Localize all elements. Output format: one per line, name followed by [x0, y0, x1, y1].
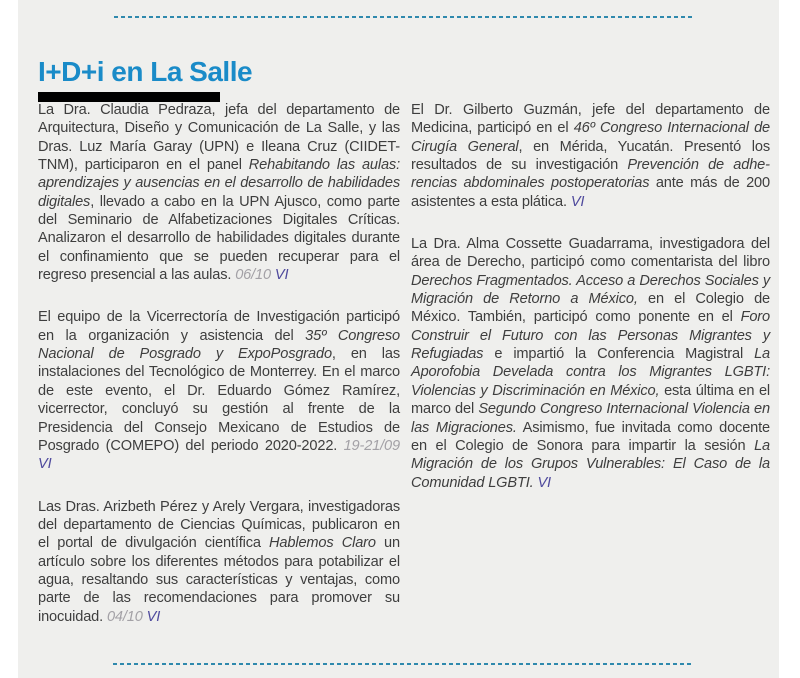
italic-text-run: Rehabitando las aulas: aprendizajes y ausencias en el desarrollo de habilidades digitales [38, 157, 400, 210]
italic-text-run: Foro Construir el Futuro con las Personas Migrantes y Refugiadas [411, 309, 770, 363]
news-paragraph [411, 101, 770, 211]
italic-text-run: Segundo Congreso Internacional Violencia en las Migraciones. [411, 401, 770, 436]
vi-link[interactable]: VI [537, 474, 551, 491]
news-paragraph [411, 235, 770, 492]
text-run: , en Mérida, Yucatán. Presentó los resultados de su investigación [411, 138, 770, 174]
text-run: La Dra. Alma Cossette Guadarrama, investigadora del área de Derecho, participó como comentarista del libro [411, 236, 770, 271]
news-paragraph [38, 498, 400, 626]
text-run: esta última en el marco del [411, 382, 770, 418]
text-run: , en las instalaciones del Tecnológico de Monterrey. En el marco de este evento, el Dr. Eduardo Gómez Ramírez, vicerrector, concluyó su gestión al frente de la Presidencia del Consejo Mexicano de Estudios de Posgrado (COMEPO) del periodo 2020-2022. [38, 346, 400, 454]
text-run: La Dra. Claudia Pedraza, jefa del departamento de Arquitectura, Diseño y Comunicación de La Salle, y las Dras. Luz María Garay (UPN) e Ileana Cruz (CIIDET-TNM), participaron en el panel [38, 102, 400, 174]
text-run: , llevado a cabo en la UPN Ajusco, como parte del Seminario de Alfabetizaciones Digitales Críticas. Analizaron el desarrollo de habilidades digitales durante el confinamiento que se pueden recuperar para el regreso presencial a las aulas. [38, 193, 400, 284]
date-label: 04/10 [106, 608, 147, 625]
vi-link[interactable]: VI [570, 193, 585, 210]
text-run: El equipo de la Vicerrectoría de Investigación participó en la organización y asistencia del [38, 309, 400, 344]
vi-link[interactable]: VI [274, 267, 289, 284]
text-run: e impartió la Conferencia Magistral [483, 346, 755, 363]
italic-text-run: Hablemos Claro [269, 535, 376, 552]
italic-text-run: La Migración de los Grupos Vulnerables: El Caso de la Comunidad LGBTI. [411, 437, 770, 491]
text-run: El Dr. Gilberto Guzmán, jefe del departamento de Medicina, participó en el [411, 102, 770, 137]
text-run: en el Colegio de México. También, participó como ponente en el [411, 291, 771, 326]
vi-link[interactable]: VI [38, 456, 52, 473]
italic-text-run: 35º Congreso Nacional de Posgrado y ExpoPosgrado [38, 327, 400, 363]
date-label: 06/10 [235, 267, 275, 284]
top-dashed-divider [114, 16, 692, 18]
text-run: un artículo sobre los diferentes métodos para potabilizar el agua, resaltando sus características y ventajas, como parte de las recomendaciones para promover su inocuidad. [38, 535, 400, 625]
italic-text-run: Prevención de adherencias abdominales postoperatorias [411, 157, 770, 192]
bottom-dashed-divider [113, 663, 693, 665]
text-run: Las Dras. Arizbeth Pérez y Arely Vergara, investigadoras del departamento de Ciencias Químicas, publicaron en el portal de divulgación científica [38, 498, 400, 552]
column-left [38, 101, 400, 650]
news-paragraph [38, 308, 400, 473]
news-paragraph [38, 101, 400, 284]
text-run: Asimismo, fue invitada como docente en el Colegio de Sonora para impartir la sesión [411, 419, 770, 454]
italic-text-run: 46º Congreso Internacional de Cirugía General [411, 120, 771, 155]
italic-text-run: La Aporofobia Develada contra los Migrantes LGBTI: Violencias y Discriminación en México, [411, 346, 770, 399]
italic-text-run: Derechos Fragmentados. Acceso a Derechos Sociales y Migración de Retorno a México, [411, 272, 770, 308]
column-right [411, 101, 770, 516]
vi-link[interactable]: VI [146, 608, 161, 625]
section-title: I+D+i en La Salle [38, 56, 253, 87]
date-label: 19-21/09 [343, 437, 400, 454]
text-run: ante más de 200 asistentes a esta plática. [411, 175, 770, 210]
